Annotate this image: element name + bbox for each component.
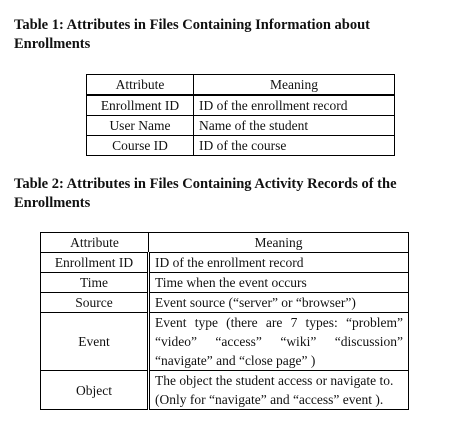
table1-cell-meaning: Name of the student <box>194 116 395 136</box>
table2-header-row <box>41 233 409 253</box>
table-row <box>87 136 395 156</box>
table-row <box>41 313 409 371</box>
table2-cell-attribute: Time <box>41 273 149 293</box>
table1-header-attribute: Attribute <box>87 75 194 96</box>
table1-header-row <box>87 75 395 96</box>
table-row <box>41 293 409 313</box>
table-row <box>41 273 409 293</box>
table2 <box>40 232 409 410</box>
table1-cell-attribute: Course ID <box>87 136 194 156</box>
table1-header-meaning: Meaning <box>194 75 395 96</box>
table2-cell-attribute: Source <box>41 293 149 313</box>
table-row <box>41 371 409 410</box>
table-row <box>41 253 409 273</box>
table2-header-attribute: Attribute <box>41 233 149 253</box>
table1-cell-meaning: ID of the course <box>194 136 395 156</box>
table1-cell-attribute: Enrollment ID <box>87 95 194 116</box>
table2-cell-meaning: ID of the enrollment record <box>149 253 409 273</box>
table1-caption: Table 1: Attributes in Files Containing Information about Enrollments <box>14 17 370 52</box>
table-row <box>87 95 395 116</box>
table2-cell-meaning: Time when the event occurs <box>149 273 409 293</box>
table2-cell-attribute: Enrollment ID <box>41 253 149 273</box>
table1-cell-meaning: ID of the enrollment record <box>194 95 395 116</box>
table-row <box>87 116 395 136</box>
table2-cell-attribute: Object <box>41 371 149 410</box>
table2-caption: Table 2: Attributes in Files Containing Activity Records of the Enrollments <box>14 176 397 211</box>
table1-cell-attribute: User Name <box>87 116 194 136</box>
table2-header-meaning: Meaning <box>149 233 409 253</box>
table2-cell-attribute: Event <box>41 313 149 371</box>
table2-cell-meaning: The object the student access or navigate to.(Only for “navigate” and “access” event ). <box>149 371 409 410</box>
table2-cell-meaning: Event type (there are 7 types: “problem” “video” “access” “wiki” “discussion” “navigate” and “close page” ) <box>149 313 409 371</box>
table2-cell-meaning: Event source (“server” or “browser”) <box>149 293 409 313</box>
table1 <box>86 74 395 156</box>
